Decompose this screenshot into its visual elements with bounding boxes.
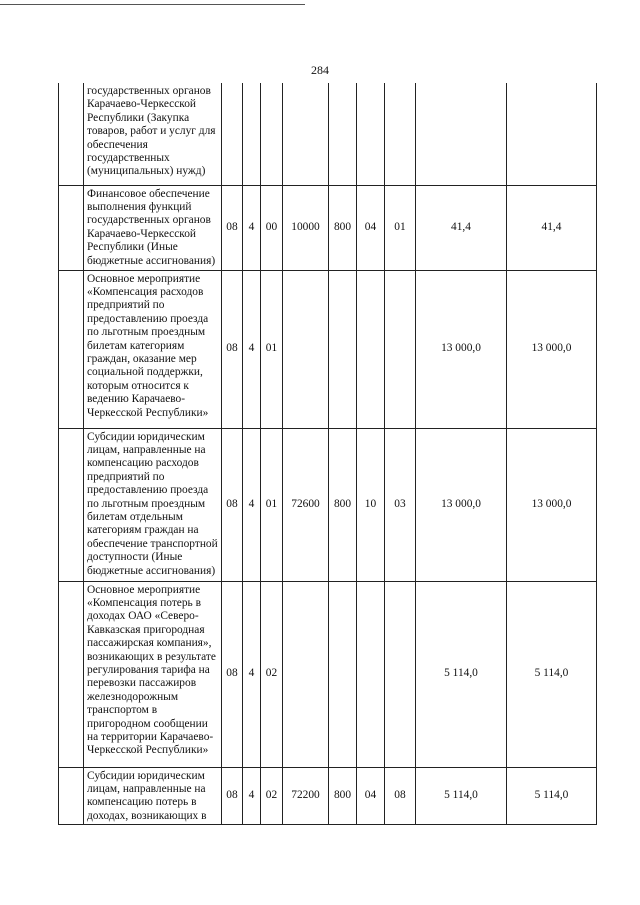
event-cell: 01 (261, 428, 283, 581)
table-row (59, 767, 597, 825)
table-row (59, 185, 597, 270)
amount-cell: 5 114,0 (507, 581, 597, 767)
division-cell (357, 270, 385, 428)
index-cell (59, 767, 84, 825)
subdivision-cell: 03 (385, 428, 416, 581)
subdivision-cell (385, 270, 416, 428)
direction-cell (283, 83, 329, 185)
top-rule (0, 4, 305, 5)
index-cell (59, 581, 84, 767)
direction-cell: 72600 (283, 428, 329, 581)
page-number: 284 (311, 63, 329, 77)
division-cell (357, 83, 385, 185)
subprogram-cell (243, 83, 261, 185)
index-cell (59, 270, 84, 428)
table-row (59, 581, 597, 767)
table-row (59, 270, 597, 428)
amount-cell (416, 83, 507, 185)
expense-type-cell: 800 (329, 767, 357, 825)
division-cell: 10 (357, 428, 385, 581)
subprogram-cell: 4 (243, 581, 261, 767)
amount-cell: 41,4 (416, 185, 507, 270)
subdivision-cell (385, 581, 416, 767)
amount-cell: 13 000,0 (507, 270, 597, 428)
amount-cell: 5 114,0 (507, 767, 597, 825)
subdivision-cell: 01 (385, 185, 416, 270)
subprogram-cell: 4 (243, 767, 261, 825)
section-cell: 08 (222, 428, 243, 581)
expense-type-cell (329, 83, 357, 185)
division-cell: 04 (357, 767, 385, 825)
event-cell: 01 (261, 270, 283, 428)
division-cell: 04 (357, 185, 385, 270)
description-cell: государственных органов Карачаево-Черкесской Республики (Закупка товаров, работ и услуг для обеспечения государственных (муниципальных) нужд) (84, 83, 222, 185)
table-row (59, 83, 597, 185)
amount-cell (507, 83, 597, 185)
section-cell: 08 (222, 185, 243, 270)
expense-type-cell: 800 (329, 428, 357, 581)
section-cell: 08 (222, 767, 243, 825)
expense-type-cell (329, 270, 357, 428)
expense-type-cell (329, 581, 357, 767)
event-cell: 02 (261, 767, 283, 825)
description-cell: Финансовое обеспечение выполнения функций государственных органов Карачаево-Черкесской Республики (Иные бюджетные ассигнования) (84, 185, 222, 270)
amount-cell: 13 000,0 (507, 428, 597, 581)
budget-table (58, 83, 597, 825)
direction-cell (283, 270, 329, 428)
description-cell: Основное мероприятие «Компенсация потерь в доходах ОАО «Северо-Кавказская пригородная пассажирская компания», возникающих в результате регулирования тарифа на перевозки пассажиров железнодорожным транспортом в пригородном сообщении на территории Карачаево-Черкесской Республики» (84, 581, 222, 767)
direction-cell: 72200 (283, 767, 329, 825)
event-cell: 02 (261, 581, 283, 767)
amount-cell: 5 114,0 (416, 767, 507, 825)
section-cell (222, 83, 243, 185)
description-cell: Субсидии юридическим лицам, направленные на компенсацию потерь в доходах, возникающих в (84, 767, 222, 825)
direction-cell (283, 581, 329, 767)
subprogram-cell: 4 (243, 270, 261, 428)
amount-cell: 13 000,0 (416, 428, 507, 581)
subdivision-cell (385, 83, 416, 185)
subdivision-cell: 08 (385, 767, 416, 825)
expense-type-cell: 800 (329, 185, 357, 270)
table-row (59, 428, 597, 581)
description-cell: Субсидии юридическим лицам, направленные на компенсацию расходов предприятий по предоставлению проезда по льготным проездным билетам отдельным категориям граждан на обеспечение транспортной доступности (Иные бюджетные ассигнования) (84, 428, 222, 581)
amount-cell: 41,4 (507, 185, 597, 270)
subprogram-cell: 4 (243, 428, 261, 581)
index-cell (59, 428, 84, 581)
index-cell (59, 83, 84, 185)
index-cell (59, 185, 84, 270)
event-cell (261, 83, 283, 185)
division-cell (357, 581, 385, 767)
description-cell: Основное мероприятие «Компенсация расходов предприятий по предоставлению проезда по льготным проездным билетам категориям граждан, оказание мер социальной поддержки, которым относится к ведению Карачаево-Черкесской Республики» (84, 270, 222, 428)
amount-cell: 5 114,0 (416, 581, 507, 767)
subprogram-cell: 4 (243, 185, 261, 270)
section-cell: 08 (222, 581, 243, 767)
direction-cell: 10000 (283, 185, 329, 270)
section-cell: 08 (222, 270, 243, 428)
event-cell: 00 (261, 185, 283, 270)
amount-cell: 13 000,0 (416, 270, 507, 428)
